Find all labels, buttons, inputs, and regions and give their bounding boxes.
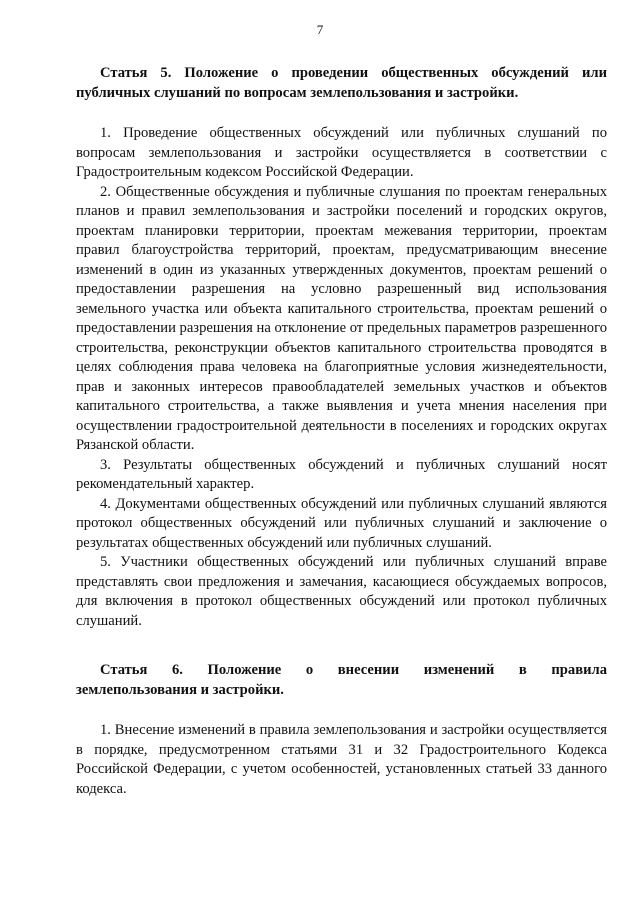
article-5-paragraph-3: 3. Результаты общественных обсуждений и публичных слушаний носят рекомендательный характер. (76, 456, 607, 492)
article-6-paragraph-1: 1. Внесение изменений в правила землепользования и застройки осуществляется в порядке, предусмотренном статьями 31 и 32 Градостроительного Кодекса Российской Федерации, с учетом особенностей, установленных статьей 33 данного кодекса. (76, 722, 607, 797)
article-5-paragraph-4: 4. Документами общественных обсуждений или публичных слушаний являются протокол общественных обсуждений или публичных слушаний и заключение о результатах общественных обсуждений или публичных слушаний. (76, 495, 607, 551)
article-5-paragraph-1: 1. Проведение общественных обсуждений или публичных слушаний по вопросам землепользования и застройки осуществляется в соответствии с Градостроительным кодексом Российской Федерации. (76, 125, 607, 180)
article-5-paragraph-2: 2. Общественные обсуждения и публичные слушания по проектам генеральных планов и правил землепользования и застройки поселений и городских округов, проектам планировки территории, проектам межевания территории, проектам правил благоустройства территорий, проектам, предусматривающим внесение изменений в один из указанных утвержденных документов, проектам решений о предоставлении разрешения на условно разрешенный вид использования земельного участка или объекта капитального строительства, проектам решений о предоставлении разрешения на отклонение от предельных параметров разрешенного строительства, реконструкции объектов капитального строительства проводятся в целях соблюдения права человека на благоприятные условия жизнедеятельности, прав и законных интересов правообладателей земельных участков и объектов капитального строительства, а также выявления и учета мнения населения при осуществлении градостроительной деятельности в поселениях и городских округах Рязанской области. (76, 183, 607, 453)
article-6-heading-continued: землепользования и застройки. (76, 681, 284, 698)
spacer (76, 103, 607, 124)
page-number: 7 (316, 22, 324, 37)
spacer (76, 631, 607, 661)
spacer (76, 700, 607, 721)
document-body (76, 64, 607, 799)
article-5-heading: Статья 5. Положение о проведении общественных обсуждений или публичных слушаний по вопросам землепользования и застройки. (76, 65, 607, 101)
article-6-heading: Статья 6. Положение о внесении изменений в правила (100, 662, 607, 678)
article-5-paragraph-5: 5. Участники общественных обсуждений или публичных слушаний вправе представлять свои предложения и замечания, касающиеся обсуждаемых вопросов, для включения в протокол общественных обсуждений или протокол публичных слушаний. (76, 554, 607, 629)
